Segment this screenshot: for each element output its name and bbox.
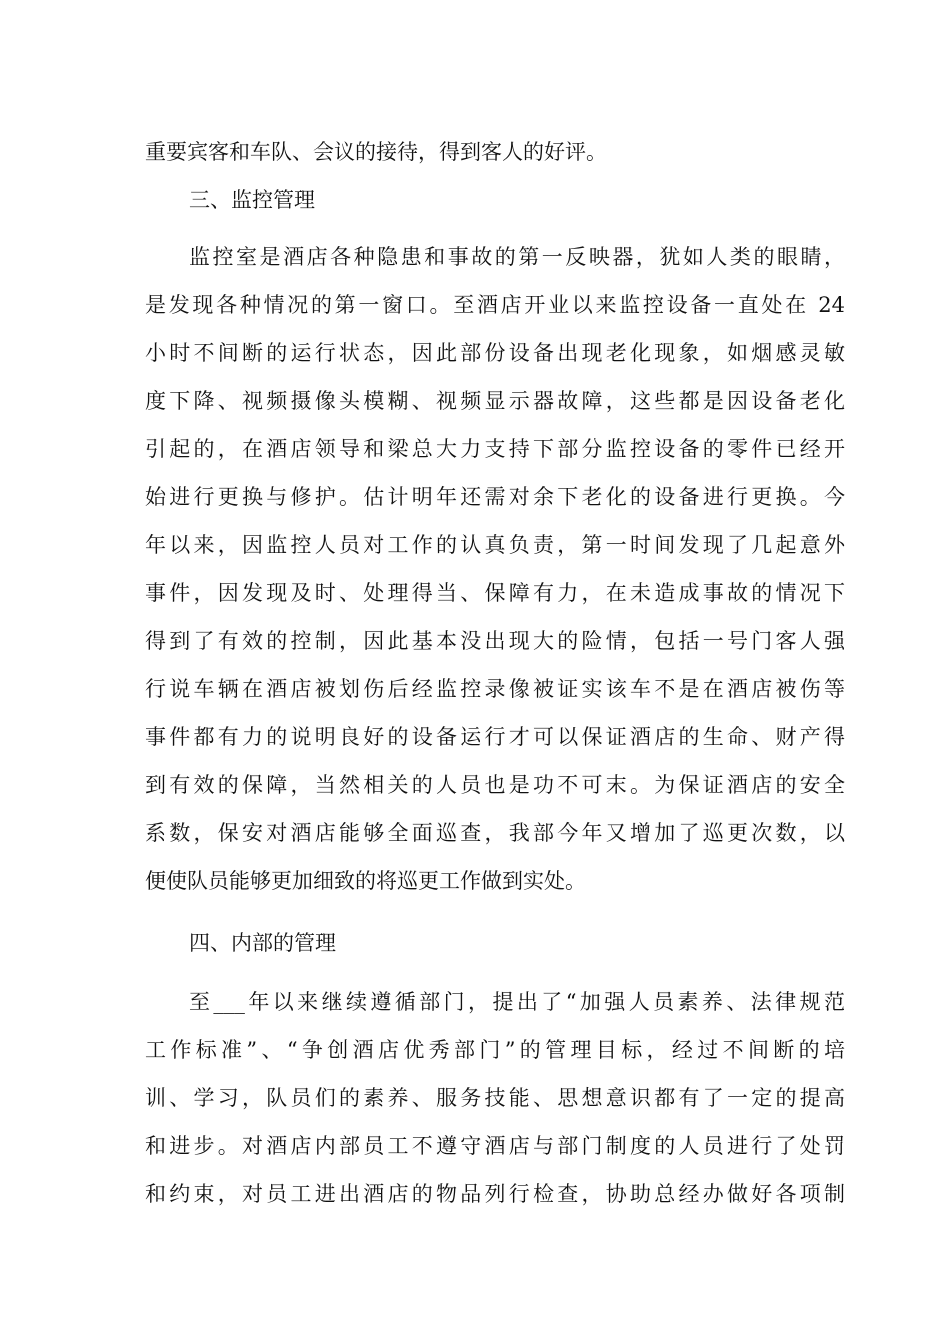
paragraph-line: 训、学习，队员们的素养、服务技能、思想意识都有了一定的提高 xyxy=(145,1086,845,1110)
paragraph-line: 到有效的保障，当然相关的人员也是功不可末。为保证酒店的安全 xyxy=(145,773,845,797)
paragraph-line: 始进行更换与修护。估计明年还需对余下老化的设备进行更换。今 xyxy=(145,485,845,509)
paragraph-line: 重要宾客和车队、会议的接待，得到客人的好评。 xyxy=(145,140,607,164)
section-heading-internal-management: 四、内部的管理 xyxy=(189,931,336,955)
paragraph-line: 行说车辆在酒店被划伤后经监控录像被证实该车不是在酒店被伤等 xyxy=(145,677,845,701)
paragraph-line: 事件都有力的说明良好的设备运行才可以保证酒店的生命、财产得 xyxy=(145,725,845,749)
paragraph-line: 便使队员能够更加细致的将巡更工作做到实处。 xyxy=(145,869,586,893)
paragraph-line: 小时不间断的运行状态，因此部份设备出现老化现象，如烟感灵敏 xyxy=(145,341,845,365)
paragraph-line: 得到了有效的控制，因此基本没出现大的险情，包括一号门客人强 xyxy=(145,629,845,653)
paragraph-line: 引起的，在酒店领导和梁总大力支持下部分监控设备的零件已经开 xyxy=(145,437,845,461)
paragraph-line: 年以来，因监控人员对工作的认真负责，第一时间发现了几起意外 xyxy=(145,533,845,557)
paragraph-line: 至___年以来继续遵循部门，提出了“加强人员素养、法律规范 xyxy=(189,990,845,1014)
paragraph-line: 是发现各种情况的第一窗口。至酒店开业以来监控设备一直处在 24 xyxy=(145,293,845,317)
paragraph-line: 和约束，对员工进出酒店的物品列行检查，协助总经办做好各项制 xyxy=(145,1182,845,1206)
paragraph-line: 和进步。对酒店内部员工不遵守酒店与部门制度的人员进行了处罚 xyxy=(145,1134,845,1158)
paragraph-line: 监控室是酒店各种隐患和事故的第一反映器，犹如人类的眼睛， xyxy=(189,245,845,269)
paragraph-line: 工作标准”、“争创酒店优秀部门”的管理目标，经过不间断的培 xyxy=(145,1038,845,1062)
section-heading-monitoring: 三、监控管理 xyxy=(189,188,315,212)
paragraph-line: 度下降、视频摄像头模糊、视频显示器故障，这些都是因设备老化 xyxy=(145,389,845,413)
paragraph-line: 系数，保安对酒店能够全面巡查，我部今年又增加了巡更次数，以 xyxy=(145,821,845,845)
paragraph-line: 事件，因发现及时、处理得当、保障有力，在未造成事故的情况下 xyxy=(145,581,845,605)
